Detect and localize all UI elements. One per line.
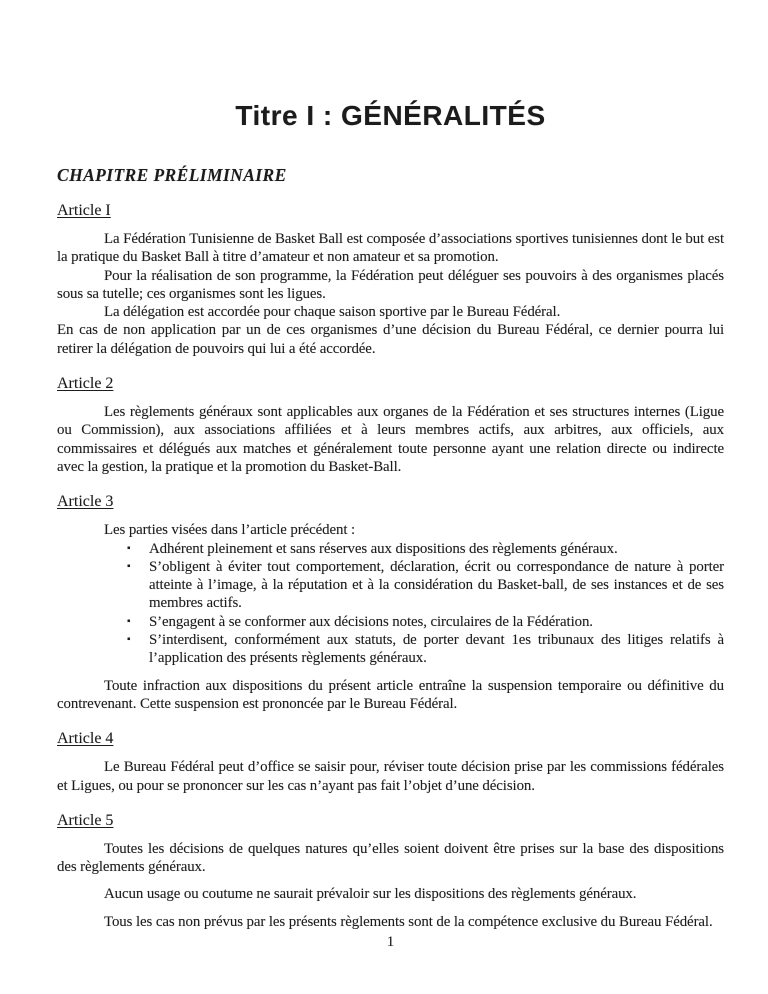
bullet-item: [57, 613, 724, 631]
bullet-item: [57, 631, 724, 668]
article-5-heading: Article 5: [57, 811, 114, 829]
article-2-heading: Article 2: [57, 375, 114, 393]
article-4-heading: Article 4: [57, 730, 114, 748]
article-2-section: [57, 374, 724, 476]
bullet-text: Adhérent pleinement et sans réserves aux dispositions des règlements généraux.: [149, 540, 618, 557]
bullet-text: S’interdisent, conformément aux statuts, de porter devant 1es tribunaux des litiges relatifs à l’application des présents règlements généraux.: [149, 632, 724, 667]
bullet-text: S’engagent à se conformer aux décisions notes, circulaires de la Fédération.: [149, 613, 593, 630]
bullet-list: [57, 540, 724, 668]
bullet-square-icon: ▪: [127, 634, 131, 646]
article-1-heading: Article I: [57, 202, 111, 219]
document-title: Titre I : GÉNÉRALITÉS: [235, 100, 546, 131]
bullet-square-icon: ▪: [127, 615, 131, 627]
bullet-item: [57, 540, 724, 558]
bullet-text: S’obligent à éviter tout comportement, déclaration, écrit ou correspondance de nature à porter atteinte à l’image, à la réputation et à la considération du Basket-ball, de ses instances et de ses membres actifs.: [149, 558, 724, 612]
article-5-section: [57, 811, 724, 931]
paragraph: Les règlements généraux sont applicables aux organes de la Fédération et ses structures internes (Ligue ou Commission), aux associations affiliées et à leurs membres actifs, aux arbitres, aux officiels, aux commissaires et délégués aux matches et généralement toute personne ayant une relation directe ou indirecte avec la gestion, la pratique et la promotion du Basket-Ball.: [57, 404, 724, 475]
paragraph: Pour la réalisation de son programme, la Fédération peut déléguer ses pouvoirs à des organismes placés sous sa tutelle; ces organismes sont les ligues.: [57, 267, 724, 302]
paragraph: Le Bureau Fédéral peut d’office se saisir pour, réviser toute décision prise par les commissions fédérales et Ligues, ou pour se prononcer sur les cas n’ayant pas fait l’objet d’une décision.: [57, 759, 724, 794]
paragraph: Aucun usage ou coutume ne saurait prévaloir sur les dispositions des règlements généraux.: [104, 886, 637, 903]
paragraph: La Fédération Tunisienne de Basket Ball est composée d’associations sportives tunisiennes dont le but est la pratique du Basket Ball à titre d’amateur et non amateur et sa promotion.: [57, 231, 724, 266]
bullet-item: [57, 558, 724, 613]
page-number: 1: [386, 934, 395, 951]
bullet-square-icon: ▪: [127, 560, 131, 572]
article-4-section: [57, 729, 724, 795]
paragraph: En cas de non application par un de ces organismes d’une décision du Bureau Fédéral, ce dernier pourra lui retirer la délégation de pouvoirs qui lui a été accordée.: [57, 322, 724, 357]
article-3-intro: Les parties visées dans l’article précédent :: [104, 522, 356, 539]
paragraph: Tous les cas non prévus par les présents règlements sont de la compétence exclusive du Bureau Fédéral.: [104, 913, 713, 930]
chapter-heading: CHAPITRE PRÉLIMINAIRE: [57, 165, 287, 185]
bullet-square-icon: ▪: [127, 542, 131, 554]
article-3-heading: Article 3: [57, 493, 114, 511]
article-3-section: [57, 492, 724, 713]
article-1-section: [57, 201, 724, 358]
paragraph: Toute infraction aux dispositions du présent article entraîne la suspension temporaire ou définitive du contrevenant. Cette suspension est prononcée par le Bureau Fédéral.: [57, 677, 724, 712]
paragraph: Toutes les décisions de quelques natures qu’elles soient doivent être prises sur la base des dispositions des règlements généraux.: [57, 840, 724, 876]
paragraph: La délégation est accordée pour chaque saison sportive par le Bureau Fédéral.: [104, 304, 561, 321]
